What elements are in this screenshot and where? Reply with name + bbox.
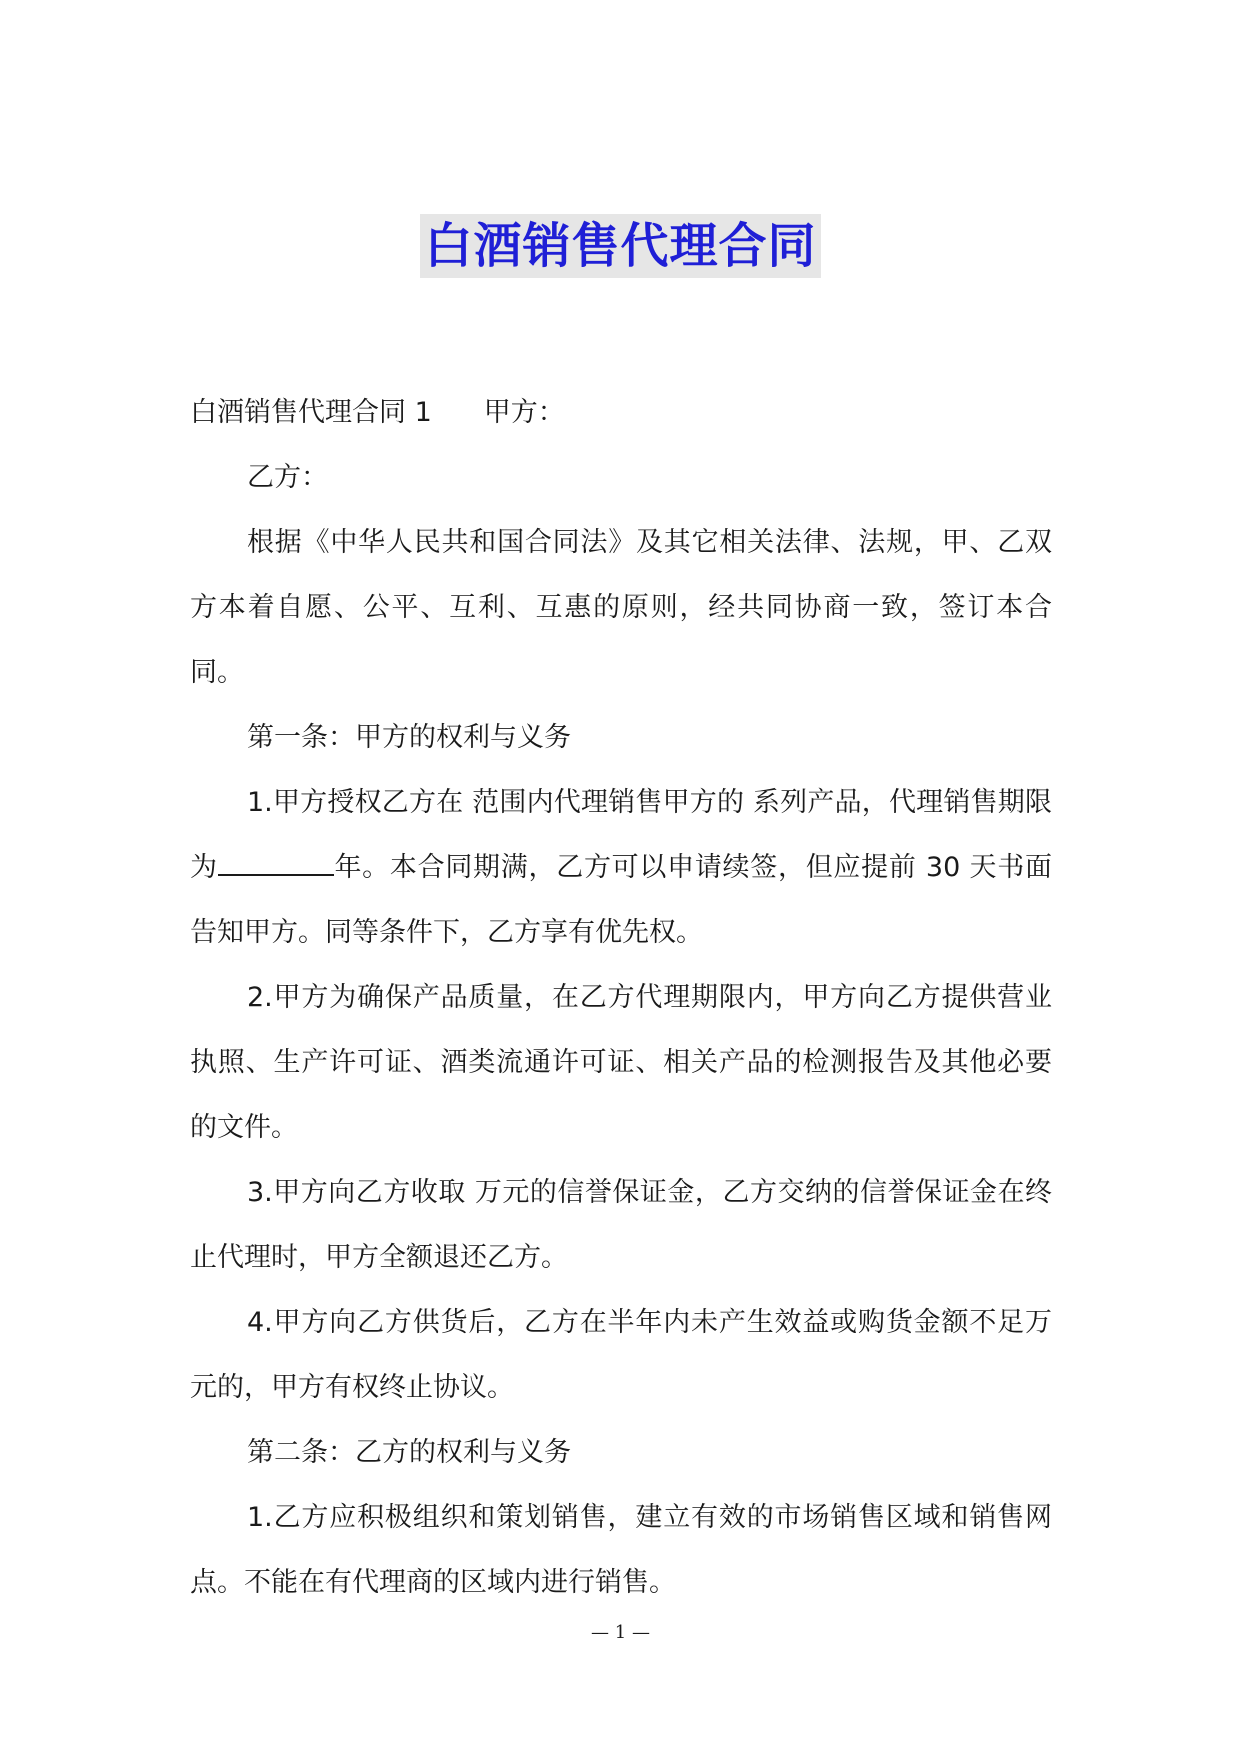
page-number: — 1 —	[591, 1622, 650, 1643]
fill-in-blank	[218, 854, 334, 876]
intro-heading: 白酒销售代理合同 1	[190, 397, 432, 428]
document-body	[190, 380, 1052, 1615]
article1-item2: 2.甲方为确保产品质量，在乙方代理期限内，甲方向乙方提供营业执照、生产许可证、酒类流通许可证、相关产品的检测报告及其他必要的文件。	[190, 982, 1052, 1143]
intro-line	[190, 380, 1052, 445]
article1-item3: 3.甲方向乙方收取 万元的信誉保证金，乙方交纳的信誉保证金在终止代理时，甲方全额退还乙方。	[190, 1177, 1052, 1273]
preamble-paragraph: 根据《中华人民共和国合同法》及其它相关法律、法规，甲、乙双方本着自愿、公平、互利、互惠的原则，经共同协商一致，签订本合同。	[190, 527, 1052, 688]
article1-item1	[190, 770, 1052, 965]
article1-item4: 4.甲方向乙方供货后，乙方在半年内未产生效益或购货金额不足万元的，甲方有权终止协议。	[190, 1307, 1052, 1403]
party-a-label: 甲方：	[483, 397, 565, 428]
document-title: 白酒销售代理合同	[420, 214, 820, 278]
article2-item1: 1.乙方应积极组织和策划销售，建立有效的市场销售区域和销售网点。不能在有代理商的区域内进行销售。	[190, 1502, 1052, 1598]
article1-item1-before: 1.甲方授权乙方在 范围内代理销售甲方的 系列产品，代理销售期限为	[190, 787, 1052, 883]
article1-heading: 第一条：甲方的权利与义务	[247, 722, 571, 753]
article2-heading: 第二条：乙方的权利与义务	[247, 1437, 571, 1468]
title-container	[0, 214, 1241, 278]
party-b-line: 乙方：	[247, 462, 328, 493]
article1-item1-after: 年。本合同期满，乙方可以申请续签，但应提前 30 天书面告知甲方。同等条件下，乙方享有优先权。	[190, 852, 1053, 948]
